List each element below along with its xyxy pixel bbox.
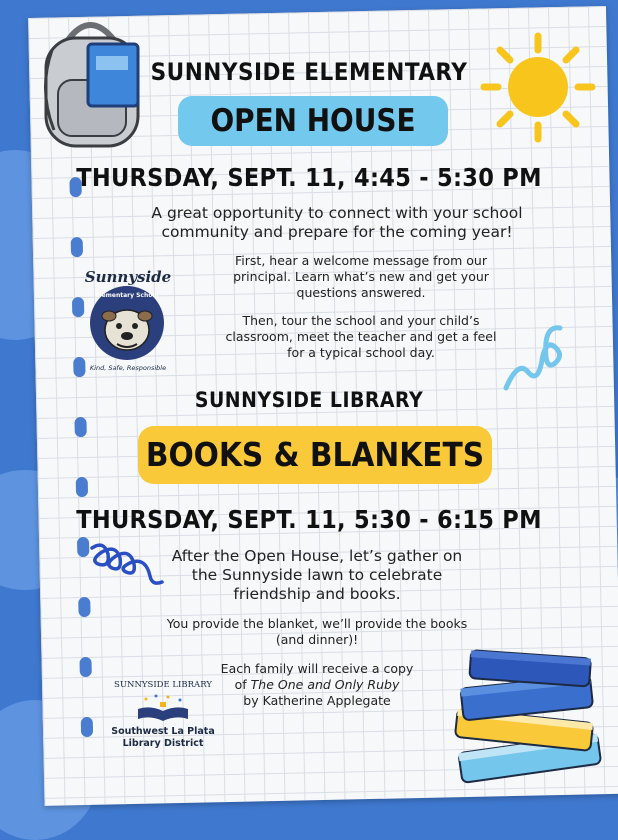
tour-line-1: Then, tour the school and your child’s [242,313,480,328]
library-logo-name: SUNNYSIDE LIBRARY [114,680,212,690]
intro-line-2: community and prepare for the coming year! [161,223,513,241]
intro-line-1: A great opportunity to connect with your school [151,204,523,222]
copy-line-prefix: of [234,677,251,692]
book-stack-icon [440,640,610,790]
school-logo-motto: Kind, Safe, Responsible [89,364,167,372]
tour-line-2: classroom, meet the teacher and get a feel [225,329,497,344]
welcome-line-3: questions answered. [296,285,426,300]
library-name: SUNNYSIDE LIBRARY [194,388,424,412]
school-logo-subtitle: Elementary School [95,292,159,299]
school-logo-badge [90,286,164,360]
books-blankets-title: BOOKS & BLANKETS [145,435,485,474]
sun-icon [478,30,598,145]
school-logo-name: Sunnyside [84,268,172,286]
open-house-date: THURSDAY, SEPT. 11, 4:45 - 5:30 PM [76,163,542,192]
open-house-title: OPEN HOUSE [210,103,416,139]
welcome-line-1: First, hear a welcome message from our [235,253,487,268]
books-blankets-banner [138,426,492,484]
school-logo [76,268,180,378]
library-district-line-2: Library District [122,738,204,749]
binder-hole [81,717,93,737]
binder-hole [74,417,86,437]
bulldog-mascot-icon [99,300,155,356]
library-logo [104,680,222,760]
copy-line-3: by Katherine Applegate [243,693,391,708]
tour-line-3: for a typical school day. [287,345,435,360]
book-title: The One and Only Ruby [250,677,400,692]
school-name: SUNNYSIDE ELEMENTARY [150,58,468,86]
open-book-icon [134,693,192,723]
copy-line-1: Each family will receive a copy [220,661,414,676]
gather-line-3: friendship and books. [233,585,401,603]
binder-hole [76,477,88,497]
blanket-line-1: You provide the blanket, we’ll provide the books [166,616,468,631]
gather-line-2: the Sunnyside lawn to celebrate [191,566,443,584]
library-district-line-1: Southwest La Plata [111,726,215,737]
blanket-line-2: (and dinner)! [275,632,359,647]
open-house-banner [178,96,448,146]
welcome-line-2: principal. Learn what’s new and get your [233,269,489,284]
gather-line-1: After the Open House, let’s gather on [171,547,463,565]
library-event-date: THURSDAY, SEPT. 11, 5:30 - 6:15 PM [76,505,542,534]
